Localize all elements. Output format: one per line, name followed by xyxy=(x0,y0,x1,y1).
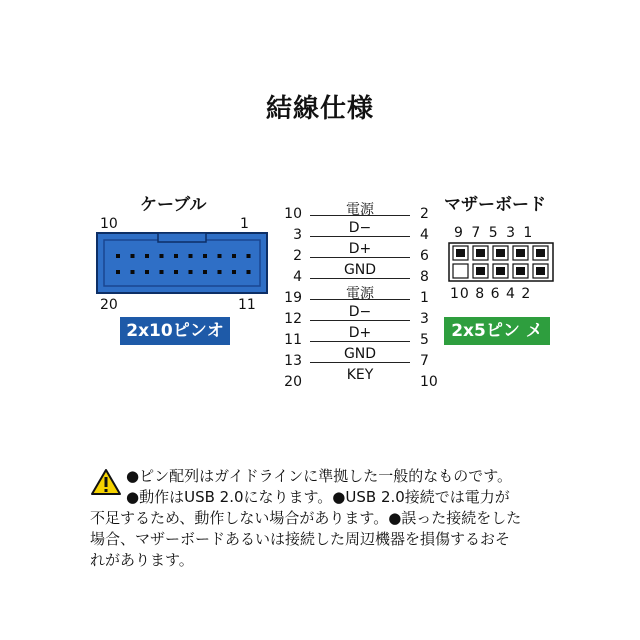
wiring-right-pin: 5 xyxy=(420,332,429,348)
connector-pin xyxy=(131,254,135,258)
wiring-left-pin: 2 xyxy=(293,248,302,264)
notice-text xyxy=(90,466,596,571)
connector-pin xyxy=(116,254,120,258)
notice-line: ●ピン配列はガイドラインに準拠した一般的なものです。 xyxy=(126,467,512,485)
wiring-signal-label: GND xyxy=(343,262,377,278)
wiring-signal-label: 電源 xyxy=(346,286,374,302)
wiring-line xyxy=(310,257,410,258)
wiring-left-pin: 19 xyxy=(284,290,302,306)
connector-pin xyxy=(218,254,222,258)
wiring-left-pin: 3 xyxy=(293,227,302,243)
connector-pin xyxy=(160,270,164,274)
wiring-line xyxy=(310,320,410,321)
mb-pin xyxy=(516,249,525,257)
notice-line: 不足するため、動作しない場合があります。●誤った接続をした xyxy=(90,509,522,527)
wiring-line xyxy=(310,341,410,342)
mb-top-pin-numbers: 9 7 5 3 1 xyxy=(454,225,535,241)
cable-pin-1-label: 1 xyxy=(240,216,249,232)
notice-line: れがあります。 xyxy=(90,551,194,569)
wiring-left-pin: 10 xyxy=(284,206,302,222)
wiring-line xyxy=(310,362,410,363)
mb-pin xyxy=(476,267,485,275)
wiring-left-pin: 11 xyxy=(284,332,302,348)
motherboard-header-graphic xyxy=(448,242,554,282)
notice-line: ●動作はUSB 2.0になります。●USB 2.0接続では電力が xyxy=(126,488,510,506)
wiring-line xyxy=(310,278,410,279)
connector-pin xyxy=(247,254,251,258)
wiring-left-pin: 12 xyxy=(284,311,302,327)
cable-header: ケーブル xyxy=(140,195,207,215)
wiring-signal-label: 電源 xyxy=(346,202,374,218)
wiring-right-pin: 1 xyxy=(420,290,429,306)
connector-pin xyxy=(160,254,164,258)
wiring-line xyxy=(310,299,410,300)
mb-pin xyxy=(536,249,545,257)
connector-pin xyxy=(218,270,222,274)
connector-pin xyxy=(189,254,193,258)
wiring-signal-label: D+ xyxy=(348,325,372,341)
wiring-right-pin: 10 xyxy=(420,374,438,390)
connector-pin xyxy=(203,254,207,258)
mb-pin xyxy=(516,267,525,275)
cable-badge: 2x10ピンオス xyxy=(120,317,230,345)
mb-pin xyxy=(496,267,505,275)
wiring-right-pin: 7 xyxy=(420,353,429,369)
connector-pin xyxy=(232,270,236,274)
connector-key-notch xyxy=(158,233,206,242)
wiring-signal-label: D+ xyxy=(348,241,372,257)
wiring-right-pin: 3 xyxy=(420,311,429,327)
cable-pin-11-label: 11 xyxy=(238,297,256,313)
connector-pin xyxy=(116,270,120,274)
connector-pin xyxy=(247,270,251,274)
cable-pin-10-label: 10 xyxy=(100,216,118,232)
connector-pin xyxy=(174,270,178,274)
wiring-signal-label: D− xyxy=(348,220,372,236)
wiring-left-pin: 20 xyxy=(284,374,302,390)
wiring-right-pin: 4 xyxy=(420,227,429,243)
notice-line: 場合、マザーボードあるいは接続した周辺機器を損傷するおそ xyxy=(90,530,511,548)
mb-pin xyxy=(476,249,485,257)
wiring-left-pin: 4 xyxy=(293,269,302,285)
motherboard-header: マザーボード xyxy=(444,195,546,215)
wiring-right-pin: 2 xyxy=(420,206,429,222)
mb-pin xyxy=(536,267,545,275)
warning-triangle-icon xyxy=(90,468,122,496)
connector-pin xyxy=(203,270,207,274)
wiring-line xyxy=(310,215,410,216)
mb-pin-socket xyxy=(453,264,468,278)
wiring-right-pin: 6 xyxy=(420,248,429,264)
cable-pin-20-label: 20 xyxy=(100,297,118,313)
page-title: 結線仕様 xyxy=(265,94,374,124)
connector-pin xyxy=(174,254,178,258)
wiring-signal-label: GND xyxy=(343,346,377,362)
connector-pin xyxy=(145,254,149,258)
mb-pin xyxy=(456,249,465,257)
mb-pin xyxy=(496,249,505,257)
wiring-left-pin: 13 xyxy=(284,353,302,369)
mb-bottom-pin-numbers: 10 8 6 4 2 xyxy=(450,286,532,302)
connector-pin xyxy=(189,270,193,274)
connector-pin xyxy=(131,270,135,274)
motherboard-badge: 2x5ピン メス xyxy=(444,317,550,345)
wiring-signal-label: KEY xyxy=(346,367,374,383)
wiring-right-pin: 8 xyxy=(420,269,429,285)
wiring-line xyxy=(310,236,410,237)
connector-pin xyxy=(145,270,149,274)
connector-pin xyxy=(232,254,236,258)
wiring-signal-label: D− xyxy=(348,304,372,320)
cable-connector-graphic xyxy=(96,232,268,294)
